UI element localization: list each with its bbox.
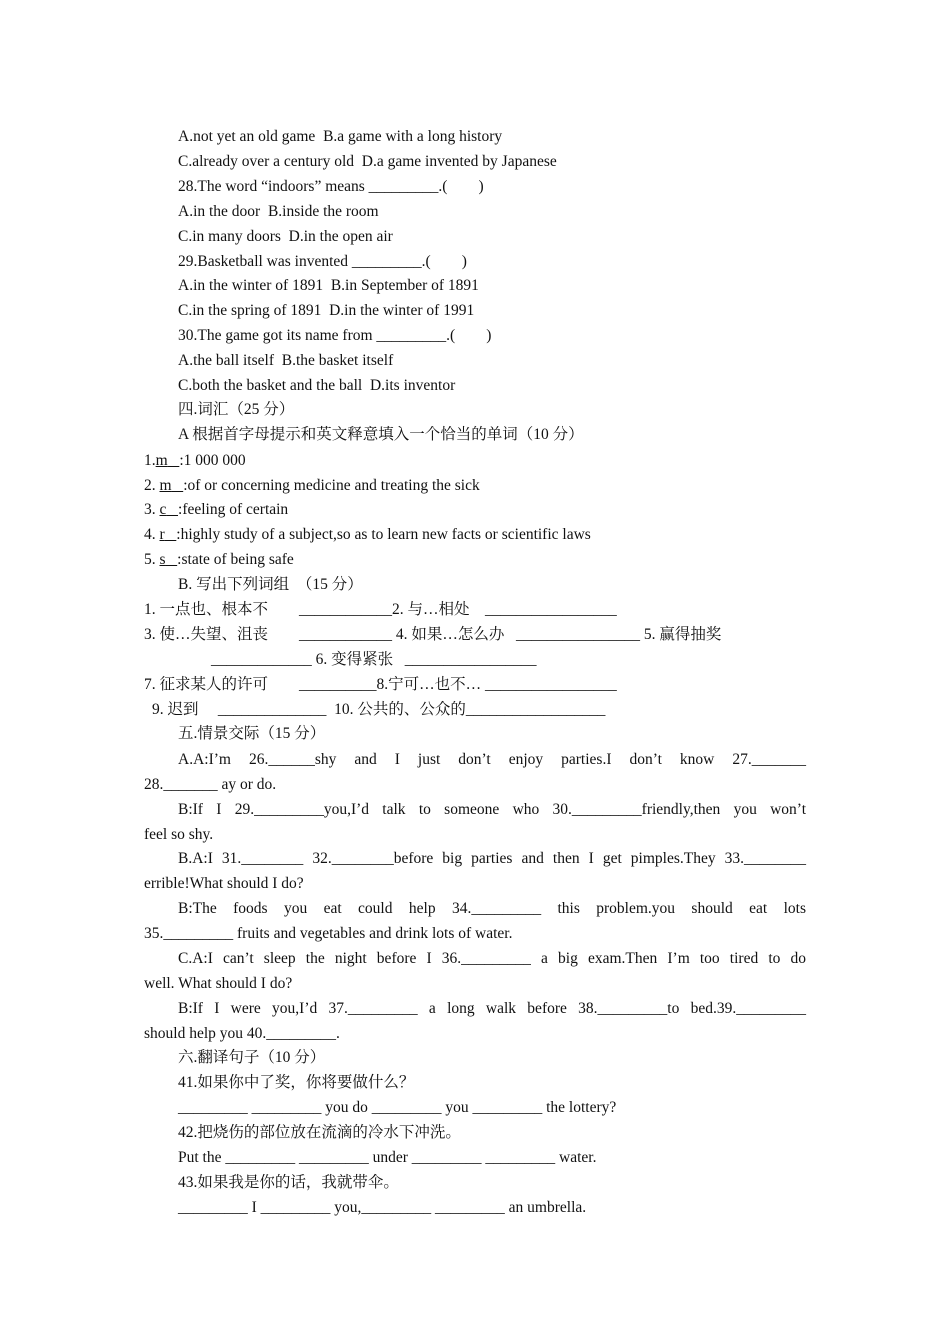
vocab-definition: :state of being safe bbox=[177, 551, 294, 568]
phrase-line: 3. 使…失望、沮丧 ____________ 4. 如果…怎么办 ________________ 5. 赢得抽奖 bbox=[144, 626, 722, 643]
dialogue-line: C.A:I can’t sleep the night before I 36._________ a big exam.Then I’m too tired to do bbox=[178, 950, 806, 967]
dialogue-line: feel so shy. bbox=[144, 826, 214, 843]
q27-options-line-1: A.not yet an old game B.a game with a long history bbox=[178, 128, 503, 145]
section-4-part-b-title: B. 写出下列词组 （15 分） bbox=[178, 576, 363, 593]
q41-english: _________ _________ you do _________ you _________ the lottery? bbox=[178, 1099, 617, 1116]
q30-options-line-2: C.both the basket and the ball D.its inventor bbox=[178, 377, 456, 394]
q41-chinese: 41.如果你中了奖，你将要做什么？ bbox=[178, 1074, 415, 1091]
phrase-line: 9. 迟到 ______________ 10. 公共的、公众的__________________ bbox=[152, 701, 606, 718]
phrase-line: 1. 一点也、根本不 ____________2. 与…相处 _________________ bbox=[144, 601, 617, 618]
phrase-line: 7. 征求某人的许可 __________8.宁可…也不… _________________ bbox=[144, 676, 617, 693]
q43-chinese: 43.如果我是你的话，我就带伞。 bbox=[178, 1174, 399, 1191]
dialogue-line: B:If I were you,I’d 37._________ a long walk before 38._________to bed.39._________ bbox=[178, 1000, 806, 1017]
q28-options-line-1: A.in the door B.inside the room bbox=[178, 203, 379, 220]
vocab-item: 2. m :of or concerning medicine and treating the sick bbox=[144, 477, 480, 494]
dialogue-line: errible!What should I do? bbox=[144, 875, 304, 892]
phrase-line: _____________ 6. 变得紧张 _________________ bbox=[211, 651, 537, 668]
first-letter-hint: m bbox=[159, 477, 172, 494]
q43-english: _________ I _________ you,_________ _________ an umbrella. bbox=[178, 1199, 587, 1216]
first-letter-hint: r bbox=[159, 526, 165, 543]
vocab-definition: :of or concerning medicine and treating the sick bbox=[183, 477, 480, 494]
q42-chinese: 42.把烧伤的部位放在流滴的冷水下冲洗。 bbox=[178, 1124, 461, 1141]
q30-stem: 30.The game got its name from _________.( ) bbox=[178, 327, 492, 344]
dialogue-line: 35._________ fruits and vegetables and drink lots of water. bbox=[144, 925, 513, 942]
first-letter-hint: s bbox=[159, 551, 166, 568]
section-5-title: 五.情景交际（15 分） bbox=[178, 725, 326, 742]
dialogue-line: A.A:I’m 26.______shy and I just don’t enjoy parties.I don’t know 27._______ bbox=[178, 751, 806, 768]
q29-options-line-2: C.in the spring of 1891 D.in the winter of 1991 bbox=[178, 302, 475, 319]
section-4-part-a-title: A 根据首字母提示和英文释意填入一个恰当的单词（10 分） bbox=[178, 426, 584, 443]
dialogue-line: well. What should I do? bbox=[144, 975, 293, 992]
vocab-item: 3. c :feeling of certain bbox=[144, 501, 289, 518]
dialogue-line: B:The foods you eat could help 34._________ this problem.you should eat lots bbox=[178, 900, 806, 917]
vocab-definition: :highly study of a subject,so as to learn new facts or scientific laws bbox=[176, 526, 591, 543]
dialogue-line: 28._______ ay or do. bbox=[144, 776, 277, 793]
section-4-title: 四.词汇（25 分） bbox=[178, 401, 295, 418]
q28-stem: 28.The word “indoors” means _________.( ) bbox=[178, 178, 484, 195]
dialogue-line: B:If I 29._________you,I’d talk to someone who 30._________friendly,then you won’t bbox=[178, 801, 806, 818]
dialogue-line: should help you 40._________. bbox=[144, 1025, 340, 1042]
first-letter-hint: m bbox=[155, 452, 168, 469]
vocab-item: 4. r :highly study of a subject,so as to learn new facts or scientific laws bbox=[144, 526, 591, 543]
vocab-definition: :feeling of certain bbox=[178, 501, 289, 518]
q28-options-line-2: C.in many doors D.in the open air bbox=[178, 228, 393, 245]
q29-options-line-1: A.in the winter of 1891 B.in September of 1891 bbox=[178, 277, 479, 294]
vocab-item: 1.m :1 000 000 bbox=[144, 452, 246, 469]
q30-options-line-1: A.the ball itself B.the basket itself bbox=[178, 352, 394, 369]
q27-options-line-2: C.already over a century old D.a game invented by Japanese bbox=[178, 153, 557, 170]
q42-english: Put the _________ _________ under _________ _________ water. bbox=[178, 1149, 597, 1166]
vocab-item: 5. s :state of being safe bbox=[144, 551, 294, 568]
dialogue-line: B.A:I 31.________ 32.________before big parties and then I get pimples.They 33.________ bbox=[178, 850, 806, 867]
section-6-title: 六.翻译句子（10 分） bbox=[178, 1049, 326, 1066]
vocab-definition: :1 000 000 bbox=[179, 452, 246, 469]
first-letter-hint: c bbox=[159, 501, 167, 518]
q29-stem: 29.Basketball was invented _________.( ) bbox=[178, 253, 467, 270]
